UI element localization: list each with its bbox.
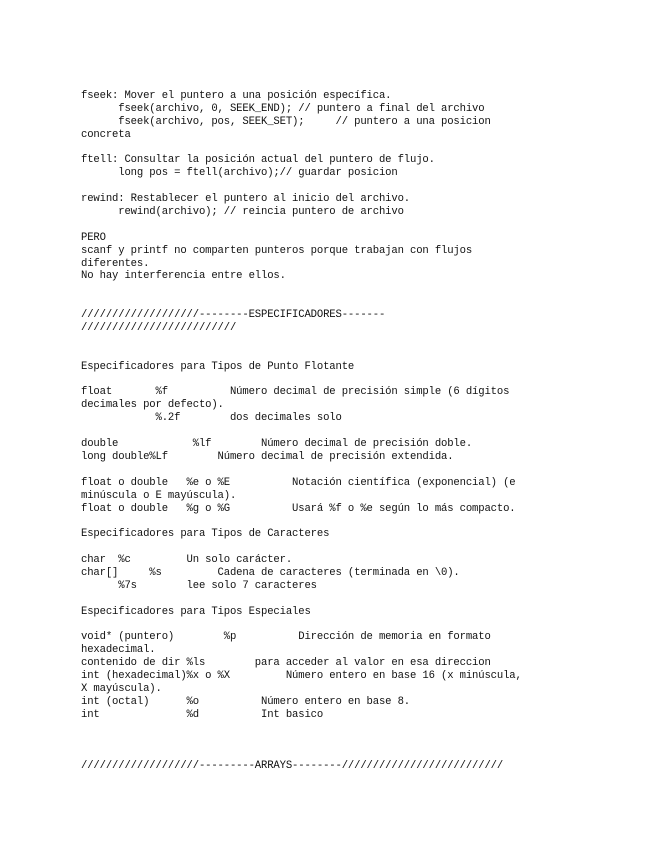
separator-line: /////////////////////////	[81, 322, 237, 335]
text-line	[81, 335, 641, 348]
text-line	[81, 180, 641, 193]
text-line	[81, 348, 641, 361]
text-line: float o double %e o %E Notación científica (exponencial) (e	[81, 476, 516, 489]
text-line	[81, 219, 641, 232]
text-line: X mayúscula).	[81, 682, 162, 695]
text-line: minúscula o E mayúscula).	[81, 489, 237, 502]
text-line: contenido de dir %ls para acceder al valor en esa direccion	[81, 657, 491, 670]
text-line	[81, 142, 641, 155]
text-line: scanf y printf no comparten punteros porque trabajan con flujos	[81, 244, 473, 257]
text-line: No hay interferencia entre ellos.	[81, 270, 286, 283]
text-line: PERO	[81, 231, 106, 244]
text-line	[81, 515, 641, 528]
text-line	[81, 722, 641, 735]
text-line: concreta	[81, 128, 131, 141]
text-line: char[] %s Cadena de caracteres (terminada en \0).	[81, 566, 460, 579]
text-line	[81, 541, 641, 554]
section-heading: Especificadores para Tipos de Caracteres	[81, 528, 330, 541]
text-line: diferentes.	[81, 257, 150, 270]
text-line: %.2f dos decimales solo	[81, 412, 342, 425]
document-page	[81, 90, 641, 773]
text-line	[81, 747, 641, 760]
text-line: rewind: Restablecer el puntero al inicio del archivo.	[81, 193, 410, 206]
text-line: ftell: Consultar la posición actual del puntero de flujo.	[81, 154, 435, 167]
text-line: float o double %g o %G Usará %f o %e según lo más compacto.	[81, 502, 516, 515]
text-line: float %f Número decimal de precisión simple (6 dígitos	[81, 386, 510, 399]
text-line: int (hexadecimal)%x o %X Número entero en base 16 (x minúscula,	[81, 670, 522, 683]
text-line: double %lf Número decimal de precisión doble.	[81, 438, 473, 451]
text-line: char %c Un solo carácter.	[81, 554, 293, 567]
text-line: fseek(archivo, 0, SEEK_END); // puntero a final del archivo	[81, 102, 485, 115]
text-line	[81, 619, 641, 632]
text-line	[81, 374, 641, 387]
text-line: rewind(archivo); // reincia puntero de archivo	[81, 206, 404, 219]
text-line: hexadecimal.	[81, 644, 156, 657]
text-line: long double%Lf Número decimal de precisión extendida.	[81, 450, 454, 463]
section-heading: Especificadores para Tipos de Punto Flotante	[81, 360, 355, 373]
text-line	[81, 283, 641, 296]
text-line: decimales por defecto).	[81, 399, 224, 412]
separator-line: ///////////////////--------ESPECIFICADORES-------	[81, 309, 386, 322]
text-line: int %d Int basico	[81, 708, 324, 721]
text-line: int (octal) %o Número entero en base 8.	[81, 695, 410, 708]
text-line	[81, 593, 641, 606]
text-line	[81, 296, 641, 309]
text-line: %7s lee solo 7 caracteres	[81, 579, 317, 592]
separator-line: ///////////////////---------ARRAYS--------//////////////////////////	[81, 760, 504, 773]
text-line	[81, 735, 641, 748]
text-line: fseek: Mover el puntero a una posición específica.	[81, 90, 392, 102]
text-line	[81, 425, 641, 438]
text-line: void* (puntero) %p Dirección de memoria en formato	[81, 631, 491, 644]
text-line: fseek(archivo, pos, SEEK_SET); // puntero a una posicion	[81, 115, 491, 128]
text-line: long pos = ftell(archivo);// guardar posicion	[81, 167, 398, 180]
section-heading: Especificadores para Tipos Especiales	[81, 605, 311, 618]
text-line	[81, 464, 641, 477]
